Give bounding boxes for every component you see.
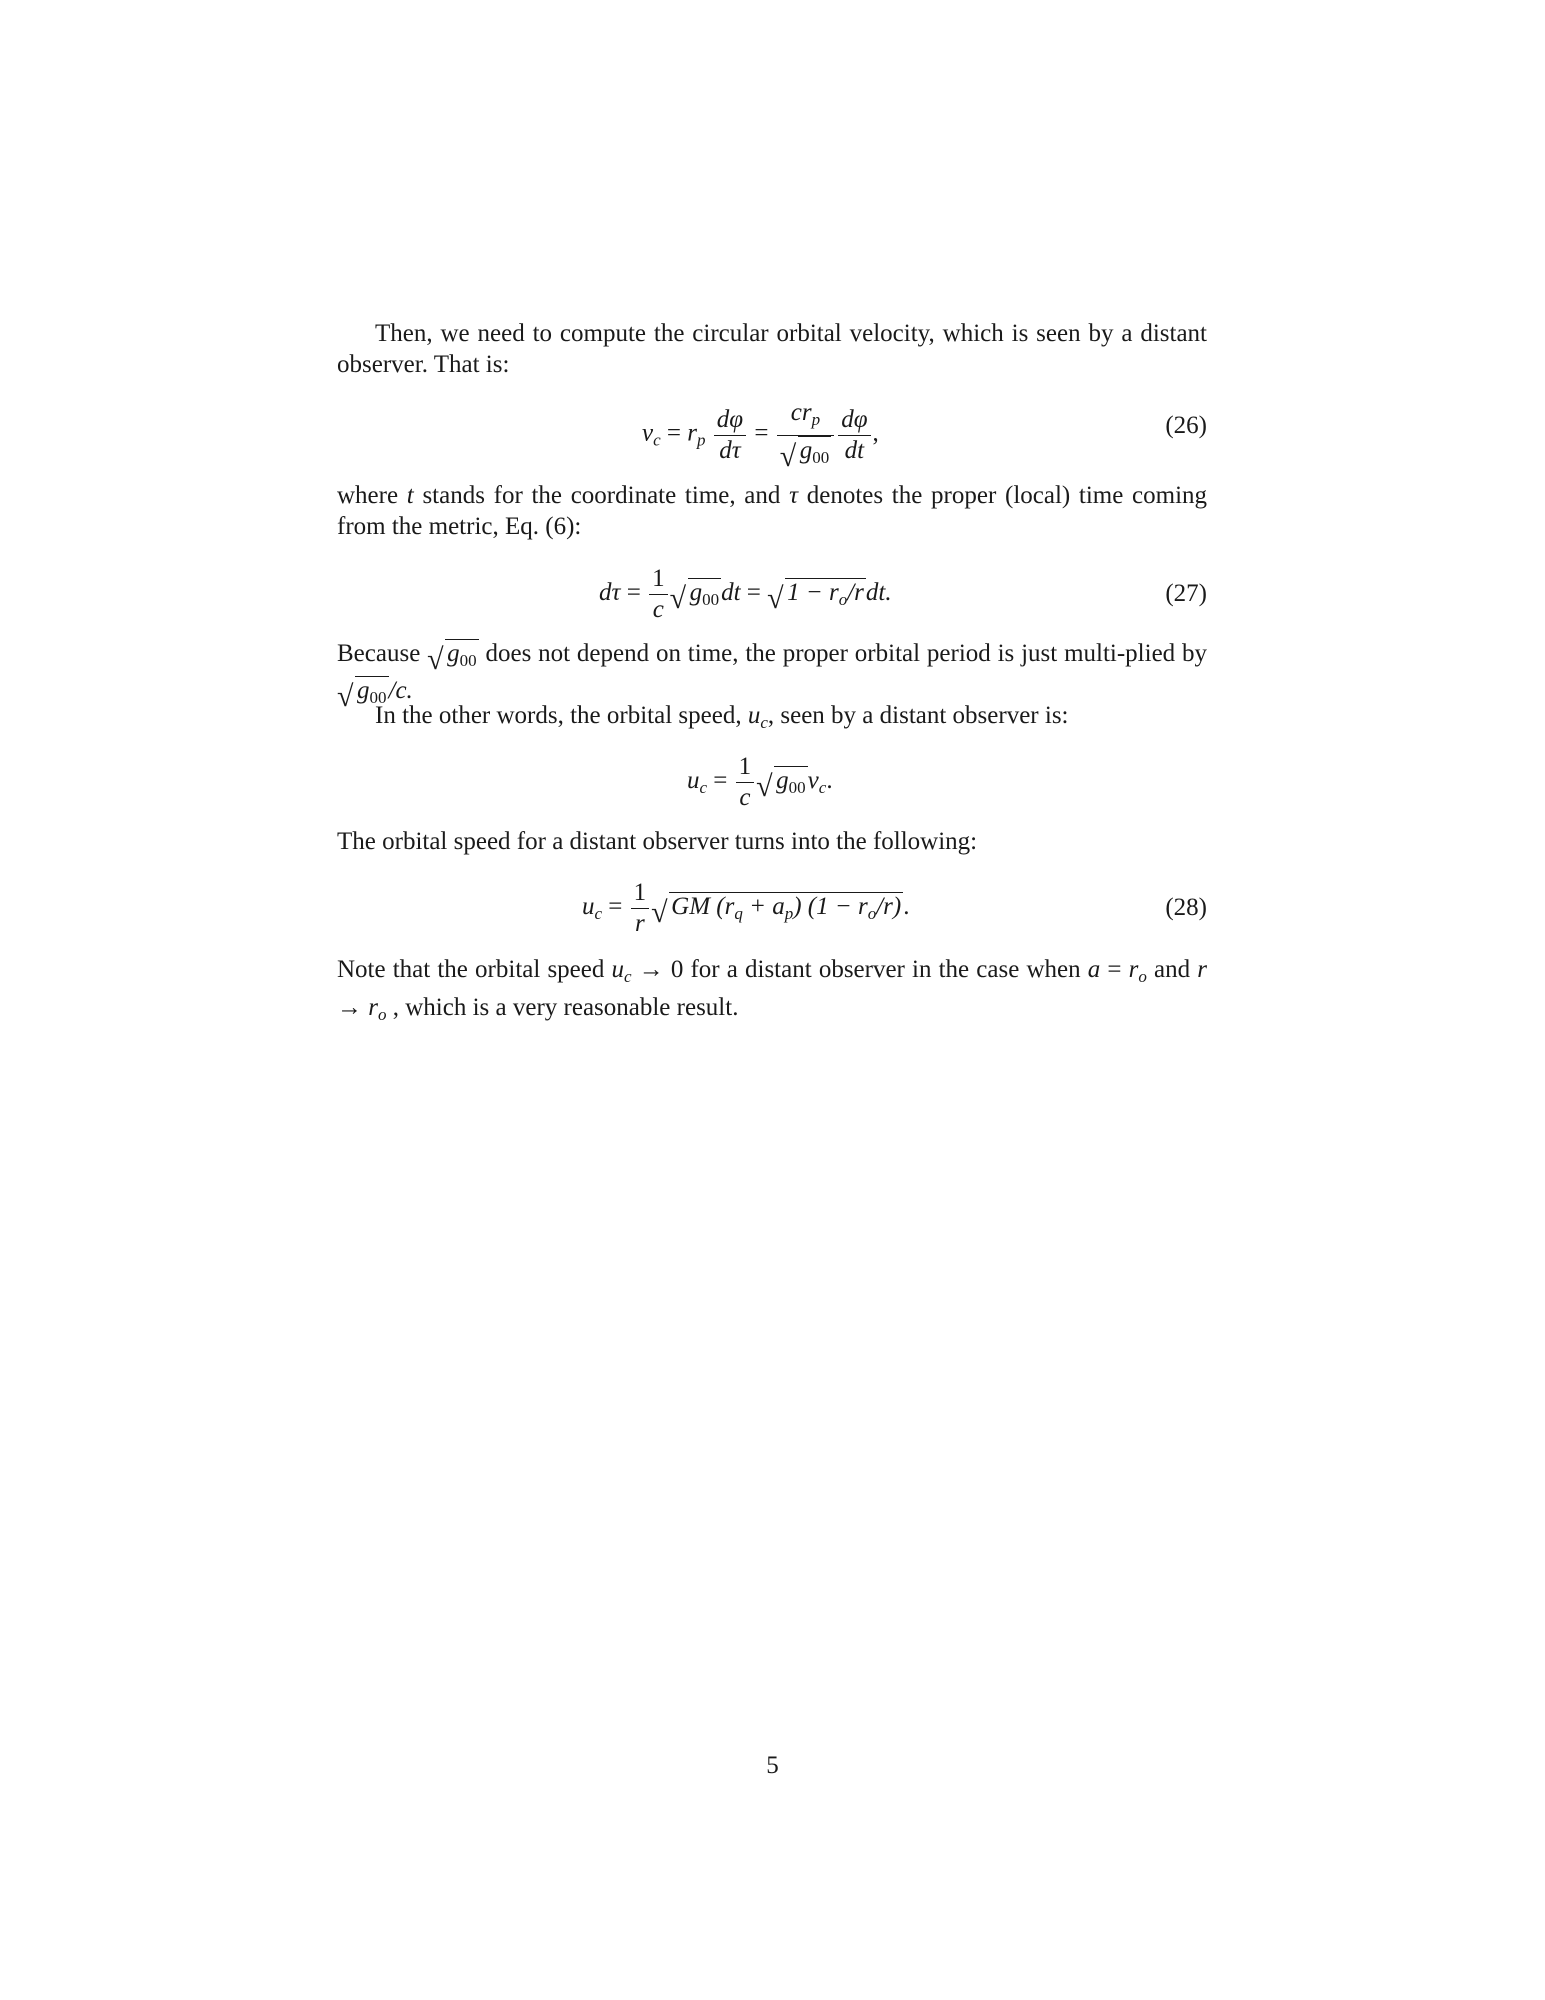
paragraph-other-words: In the other words, the orbital speed, $u_c$, seen by a distant observer is: <box>375 702 1069 732</box>
equc-frac-1-c: $\frac{1}{c}$ <box>736 752 755 813</box>
eq26-lhs-sub: c <box>653 430 661 450</box>
equation-28: $u_c$ = $\frac{1}{r}$ √ GM $(r_q + a_p) (1 - r_o/r)$. (28) <box>582 879 1207 937</box>
paragraph-note: Note that the orbital speed $u_c \to 0$ for a distant observer in the case when $a = r_o$ and $r \to r_o$ , which is a very reasonable result. <box>337 956 1207 1024</box>
sqrt-symbol: √ $g_{00}$ <box>337 677 387 713</box>
paragraph-orbital-speed: The orbital speed for a distant observer turns into the following: <box>337 828 978 855</box>
paragraph-because: Because √ $g_{00}$ does not depend on time, the proper orbital period is just multi-plied by √ $g_{00}/c$. <box>337 640 1208 713</box>
eq26-r-sub: p <box>697 430 706 450</box>
equation-number-28: (28) <box>1165 894 1207 921</box>
page-number: 5 <box>766 1752 779 1779</box>
sqrt-symbol: √ GM $(r_q + a_p) (1 - r_o/r)$ <box>651 893 902 930</box>
sqrt-symbol: √ $g_{00}$ <box>669 579 720 616</box>
eq26-frac-crp-sqrtg: $cr_p$ √ $g_{00}$ <box>777 398 835 472</box>
eq26-lhs: v <box>642 419 654 447</box>
equation-number-27: (27) <box>1165 580 1207 607</box>
eq26-frac-dphi-dtau: $\frac{d\varphi}{d\tau}$ <box>714 405 746 466</box>
equation-uc: $u_c$ = $\frac{1}{c}$ √ $g_{00}v_c$. <box>687 753 833 811</box>
equation-27: dτ = $\frac{1}{c}$ √ $g_{00}dt$ = √ $1 - r_o$/rdt. (27) <box>599 565 1207 623</box>
sqrt-symbol: √ $g_{00}$ <box>756 767 806 804</box>
eq26-equals: = <box>666 419 682 447</box>
paragraph-coordinate-time: where t stands for the coordinate time, and τ denotes the proper (local) time coming from the metric, Eq. (6): <box>337 482 1208 540</box>
sqrt-symbol: √ $g_{00}$ <box>779 437 830 473</box>
sqrt-symbol: √ $g_{00}$ <box>427 640 477 676</box>
eq26-equals-2: = <box>754 419 769 447</box>
eq27-lhs: dτ <box>599 579 621 607</box>
paragraph-orbital-velocity <box>337 318 1207 380</box>
sqrt-symbol: √ $1 - r_o/r$ <box>767 579 864 616</box>
eq28-frac-1-r: $\frac{1}{r}$ <box>631 878 650 939</box>
eq26-r: r <box>687 419 697 447</box>
eq27-frac-1-c: $\frac{1}{c}$ <box>649 564 668 625</box>
equation-number-26: (26) <box>1165 412 1207 439</box>
eq26-frac-dphi-dt: $\frac{d\varphi}{dt}$ <box>838 405 870 466</box>
paragraph-text: Then, we need to compute the circular orbital velocity, which is seen by a distant observer. That is: <box>337 320 1207 378</box>
equation-26: $v_c = r_p$ $\frac{d\varphi}{d\tau}$ = $cr_p$ √ $g_{00}$ $\frac{d\varphi}{dt}$ , (26) <box>642 399 1207 473</box>
